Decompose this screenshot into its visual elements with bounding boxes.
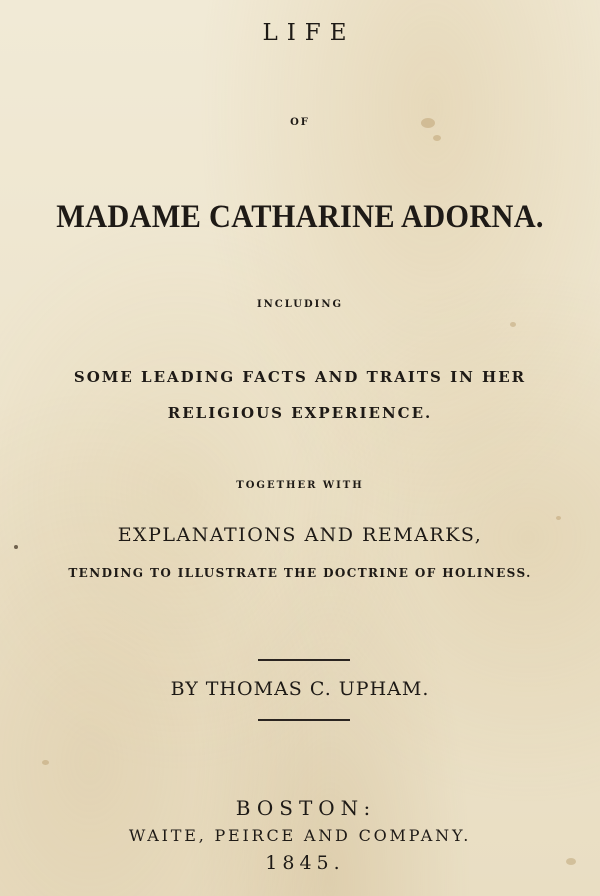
main-title: MADAME CATHARINE ADORNA. <box>56 199 544 235</box>
foxing-spot <box>42 760 49 765</box>
title-of: OF <box>290 117 310 128</box>
foxing-spot <box>510 322 516 327</box>
imprint-year: 1845. <box>265 852 345 874</box>
title-life: LIFE <box>262 20 356 46</box>
divider-rule-top <box>258 659 350 661</box>
divider-rule-bottom <box>258 719 350 721</box>
foxing-spot <box>433 135 441 141</box>
author-line: BY THOMAS C. UPHAM. <box>170 678 430 700</box>
including-label: INCLUDING <box>256 299 343 310</box>
tending-line: TENDING TO ILLUSTRATE THE DOCTRINE OF HOLINESS. <box>68 566 532 580</box>
imprint-city: BOSTON: <box>235 796 377 820</box>
imprint-publisher: WAITE, PEIRCE AND COMPANY. <box>128 826 472 845</box>
foxing-spot <box>556 516 561 520</box>
subtitle-line-1: SOME LEADING FACTS AND TRAITS IN HER <box>73 368 527 386</box>
together-with-label: TOGETHER WITH <box>236 480 364 491</box>
explanations-heading: EXPLANATIONS AND REMARKS, <box>117 524 483 546</box>
subtitle-line-2: RELIGIOUS EXPERIENCE. <box>167 404 433 422</box>
